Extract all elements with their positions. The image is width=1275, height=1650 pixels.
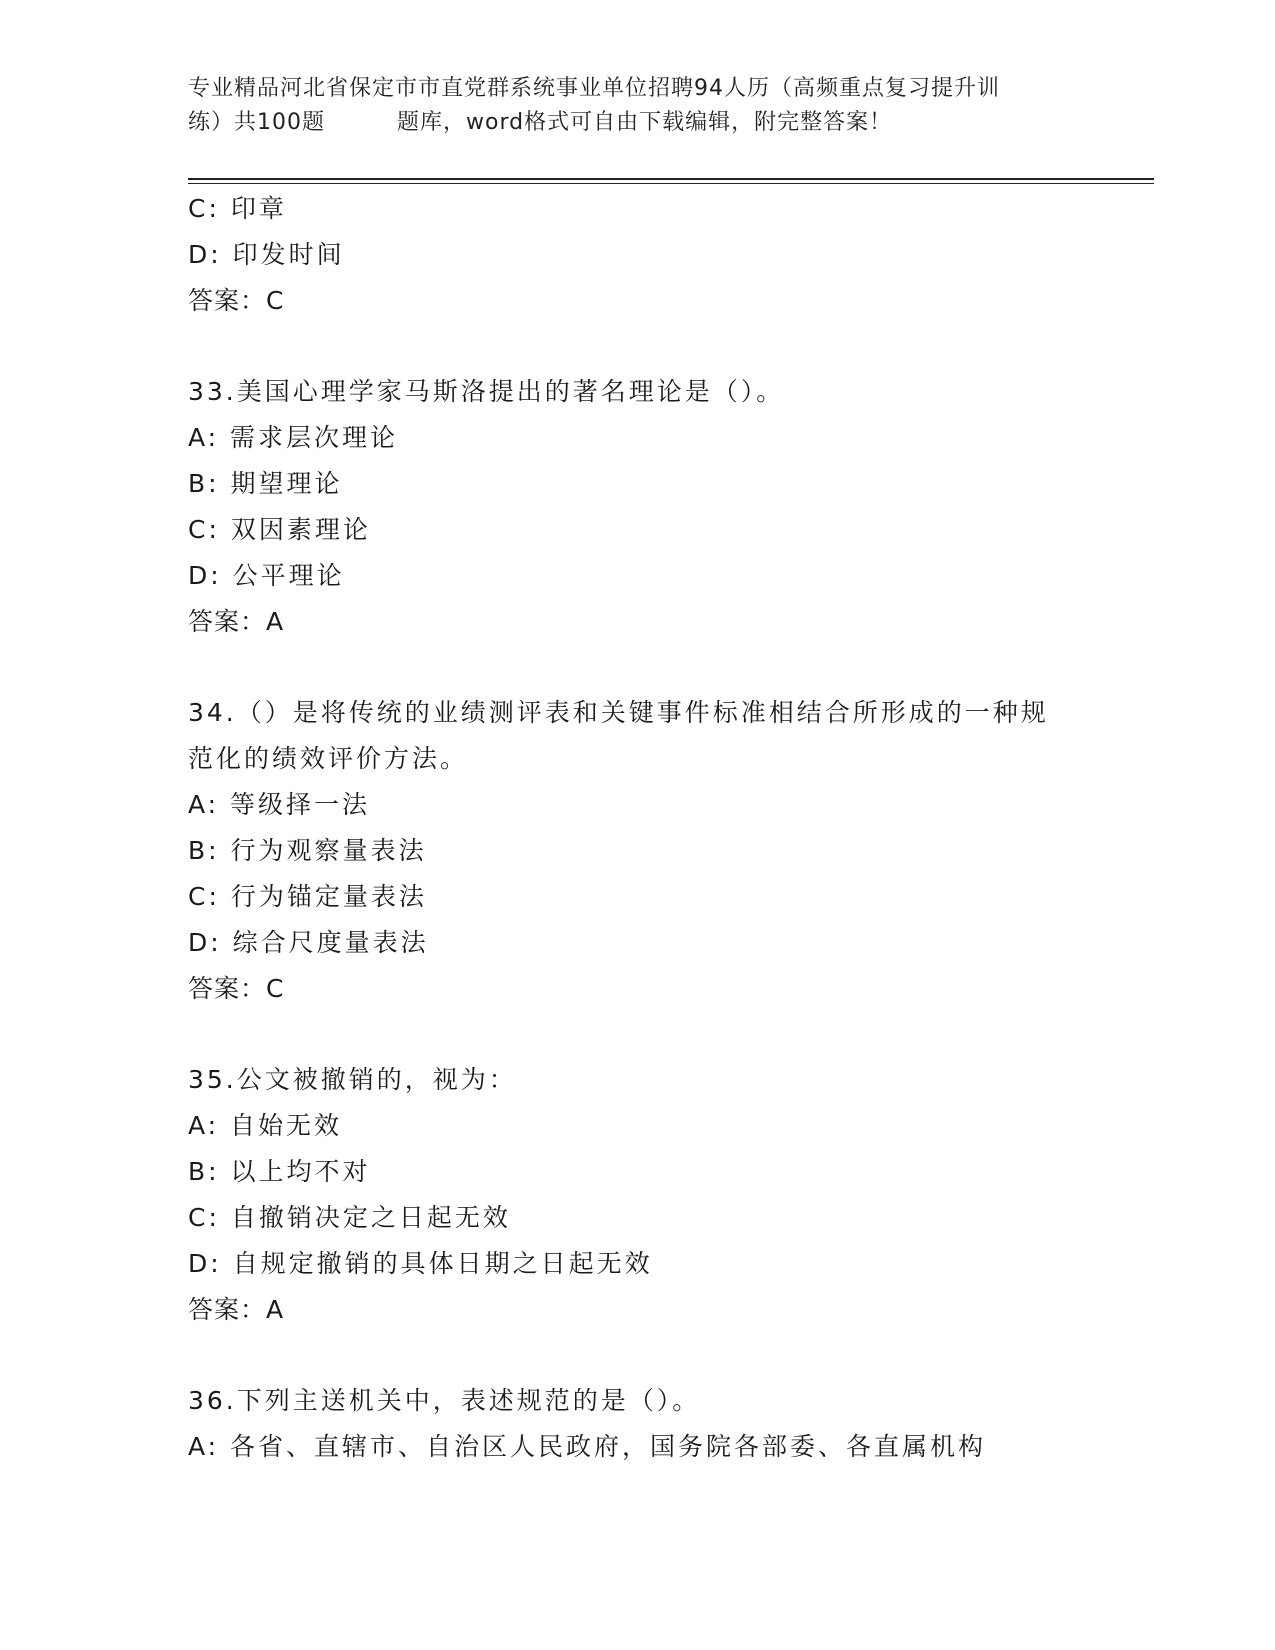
answer: 答案：A bbox=[188, 607, 285, 636]
header-line-1: 专业精品河北省保定市市直党群系统事业单位招聘94人历（高频重点复习提升训 bbox=[188, 76, 1000, 101]
option-c: C: 双因素理论 bbox=[188, 515, 371, 544]
question-block-36 bbox=[188, 1378, 1088, 1470]
question-block-32 bbox=[188, 186, 1088, 324]
option-d: D: 印发时间 bbox=[188, 240, 345, 269]
page-header bbox=[188, 72, 1088, 140]
option-a: A: 需求层次理论 bbox=[188, 423, 399, 452]
question-block-35 bbox=[188, 1057, 1088, 1333]
header-line-2a: 练）共100题 bbox=[188, 110, 325, 135]
option-c: C: 行为锚定量表法 bbox=[188, 882, 427, 911]
question-text-line-1: 34.（）是将传统的业绩测评表和关键事件标准相结合所形成的一种规 bbox=[188, 698, 1049, 727]
header-line-2b: 题库，word格式可自由下载编辑，附完整答案！ bbox=[397, 110, 893, 135]
option-b: B: 行为观察量表法 bbox=[188, 836, 427, 865]
question-block-33 bbox=[188, 369, 1088, 645]
option-a: A: 各省、直辖市、自治区人民政府，国务院各部委、各直属机构 bbox=[188, 1432, 987, 1461]
answer: 答案：C bbox=[188, 286, 285, 315]
header-line-2 bbox=[188, 106, 1088, 140]
question-text: 36.下列主送机关中，表述规范的是（）。 bbox=[188, 1386, 701, 1415]
question-list bbox=[188, 186, 1088, 1470]
answer: 答案：C bbox=[188, 974, 285, 1003]
option-d: D: 综合尺度量表法 bbox=[188, 928, 429, 957]
option-b: B: 以上均不对 bbox=[188, 1157, 371, 1186]
question-text: 35.公文被撤销的，视为： bbox=[188, 1065, 517, 1094]
option-c: C: 自撤销决定之日起无效 bbox=[188, 1203, 511, 1232]
header-rule-thin bbox=[188, 183, 1154, 184]
option-c: C: 印章 bbox=[188, 194, 287, 223]
question-text: 33.美国心理学家马斯洛提出的著名理论是（）。 bbox=[188, 377, 785, 406]
option-d: D: 公平理论 bbox=[188, 561, 345, 590]
question-text-line-2: 范化的绩效评价方法。 bbox=[188, 744, 469, 773]
question-block-34 bbox=[188, 690, 1088, 1012]
option-b: B: 期望理论 bbox=[188, 469, 343, 498]
answer: 答案：A bbox=[188, 1295, 285, 1324]
option-a: A: 自始无效 bbox=[188, 1111, 343, 1140]
option-d: D: 自规定撤销的具体日期之日起无效 bbox=[188, 1249, 653, 1278]
header-rule-thick bbox=[188, 178, 1154, 180]
option-a: A: 等级择一法 bbox=[188, 790, 371, 819]
